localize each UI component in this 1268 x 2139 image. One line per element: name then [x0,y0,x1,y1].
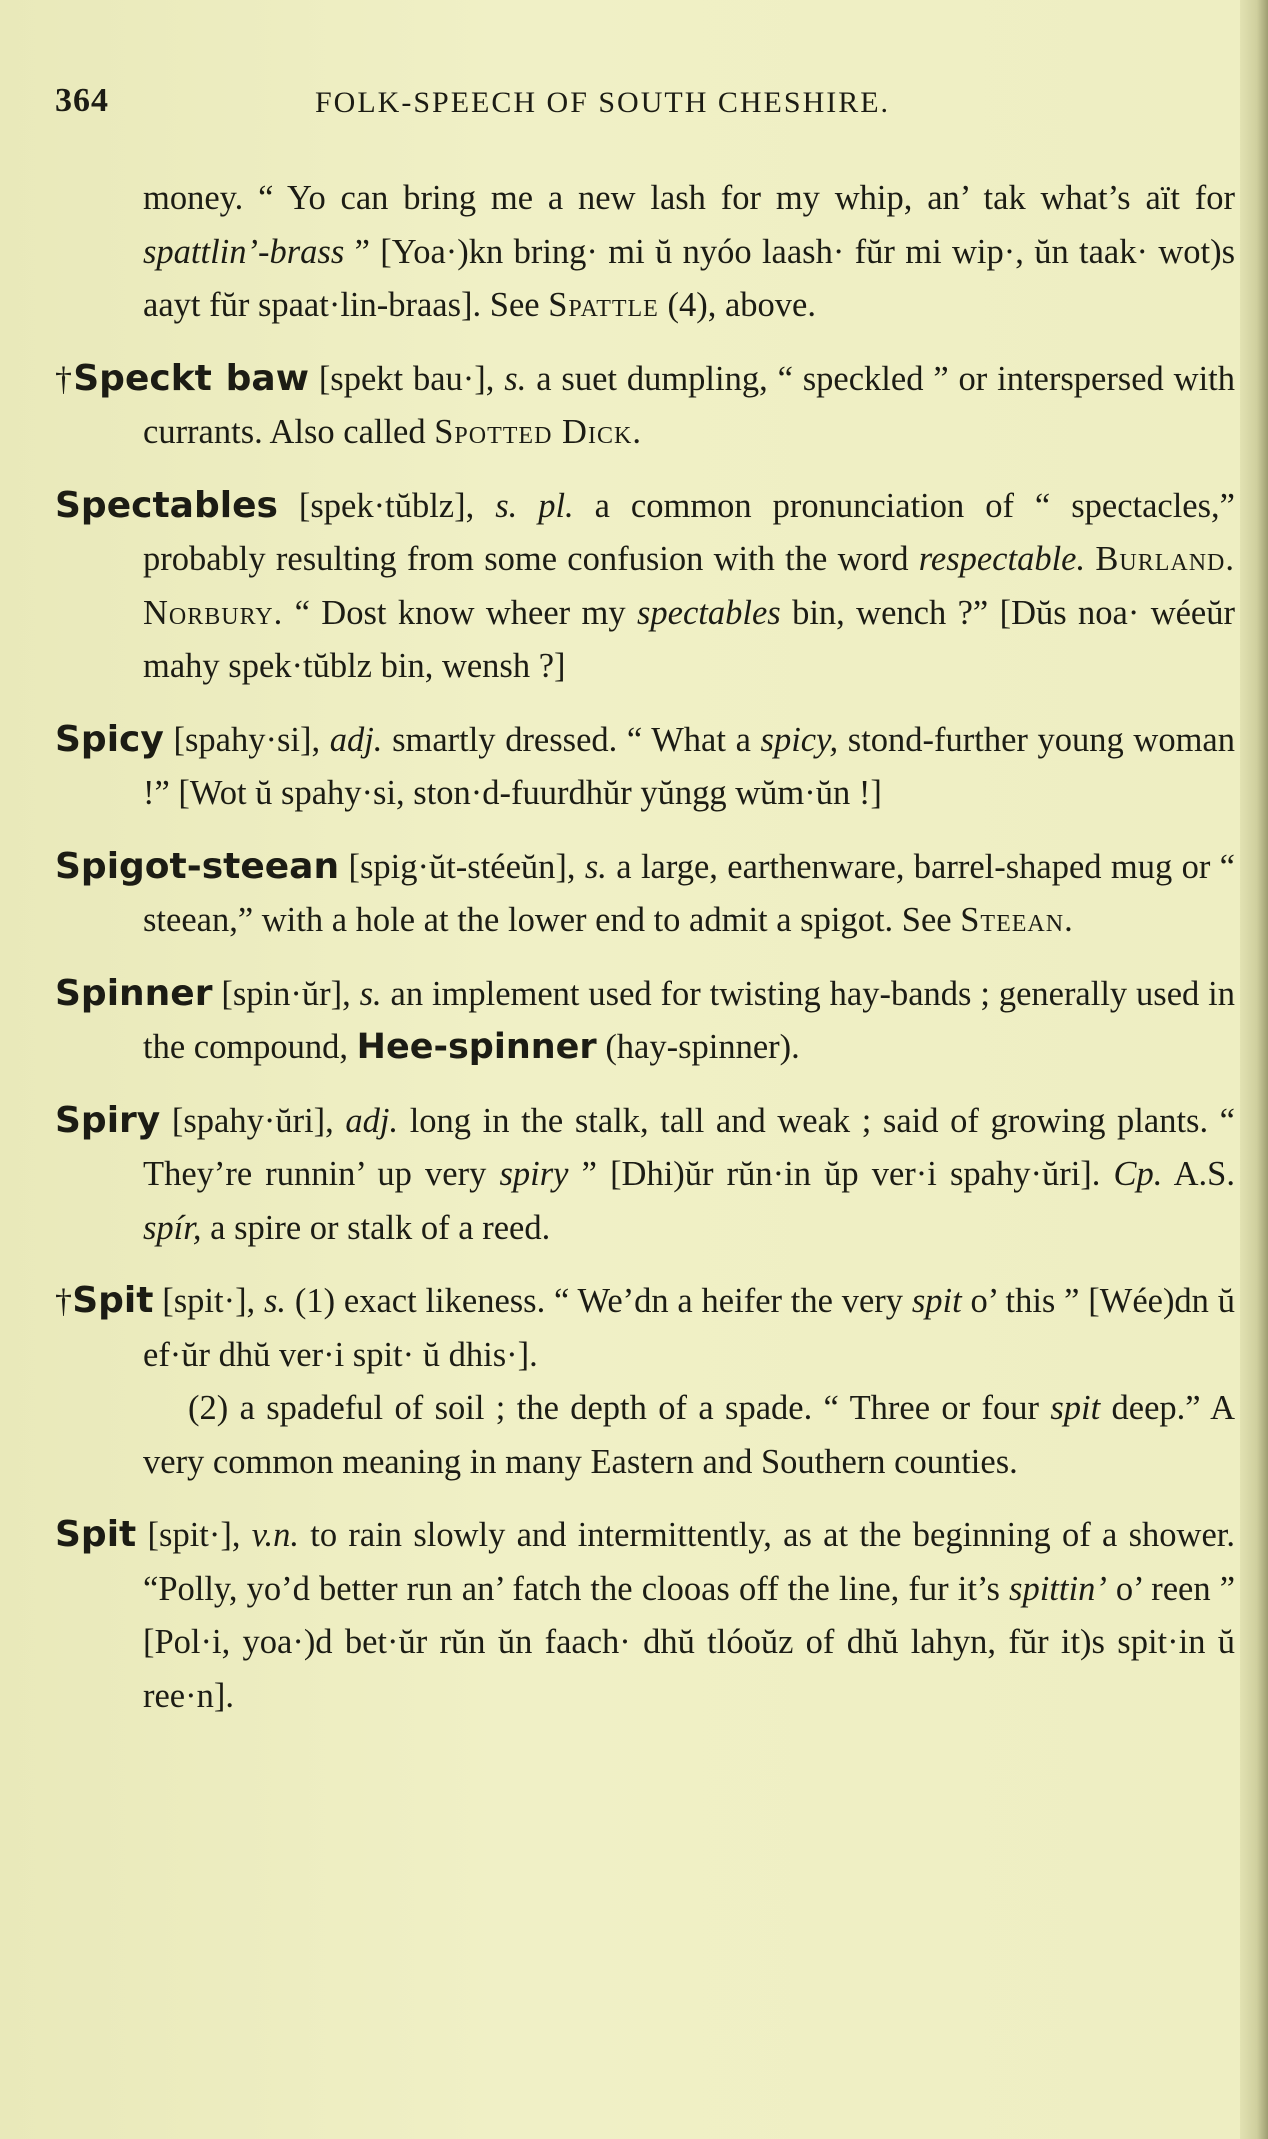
headword: Speckt baw [73,357,309,399]
entry-spinner: Spinner [spin·ŭr], s. an implement used for twisting hay-bands ; generally used in the compound, Hee-spinner (hay-spinner). [55,972,1236,1067]
headword: Spinner [55,972,213,1014]
headword: Spiry [55,1099,161,1141]
headword: Spit [72,1280,154,1321]
entry-spigot-steean: Spigot-steean [spig·ŭt-stéeŭn], s. a large, earthenware, barrel-shaped mug or “ steean,” with a hole at the lower end to admit a spigot. See Steean. [55,845,1235,939]
page-number: 364 [55,82,109,119]
entry-spit-noun: †Spit [spit·], s. (1) exact likeness. “ We’dn a heifer the very spit o’ this ” [Wée)dn ŭ ef·ŭr dhŭ ver·i spit· ŭ dhis·]. [55,1280,1235,1374]
headword: Spigot-steean [55,845,340,887]
entry-spectables: Spectables [spek·tŭblz], s. pl. a common pronunciation of “ spectacles,” probably resulting from some confusion with the word respectable. Burland. Norbury. “ Dost know wheer my spectables bin, wench ?” [Dŭs noa· wéeŭr mahy spek·tŭblz bin, wensh ?] [55,484,1236,685]
continuation-paragraph: money. “ Yo can bring me a new lash for my whip, an’ tak what’s aït for spattlin’-brass ” [Yoa·)kn bring· mi ŭ nyóo laash· fŭr mi wip·, ŭn taak· wot)s aayt fŭr spaat·lin-braas]. See Spattle (4), above. [143,179,1235,324]
headword: Spit [55,1514,137,1555]
headword: Spectables [55,484,278,526]
headword: Spicy [55,718,164,760]
entry-spit-verb: Spit [spit·], v.n. to rain slowly and intermittently, as at the beginning of a shower. “Polly, yo’d better run an’ fatch the clooas off the line, fur it’s spittin’ o’ reen ” [Pol·i, yoa·)d bet·ŭr rŭn ŭn faach· dhŭ tlóoŭz of dhŭ lahyn, fŭr it)s spit·in ŭ ree·n]. [55,1514,1236,1715]
entry-spiry: Spiry [spahy·ŭri], adj. long in the stalk, tall and weak ; said of growing plants. “ They’re runnin’ up very spiry ” [Dhi)ŭr rŭn·in ŭp ver·i spahy·ŭri]. Cp. A.S. spír, a spire or stalk of a reed. [55,1099,1235,1247]
running-title: FOLK-SPEECH OF SOUTH CHESHIRE. [315,86,891,119]
entry-spicy: Spicy [spahy·si], adj. smartly dressed. “ What a spicy, stond-further young woman !” [Wot ŭ spahy·si, ston·d-fuurdhŭr yŭngg wŭm·ŭn !] [55,718,1235,812]
dictionary-text [55,172,1235,1742]
page-edge [1240,0,1268,2139]
entry-speckt-baw: †Speckt baw [spekt bau·], s. a suet dumpling, “ speckled ” or interspersed with currants. Also called Spotted Dick. [55,357,1235,451]
dagger-mark: † [55,1283,73,1320]
compound-headword: Hee-spinner [356,1027,597,1067]
entry-spit-sense-2: (2) a spadeful of soil ; the depth of a spade. “ Three or four spit deep.” A very common meaning in many Eastern and Southern counties. [143,1389,1235,1481]
page-header [55,82,1235,122]
dagger-mark: † [55,360,74,398]
